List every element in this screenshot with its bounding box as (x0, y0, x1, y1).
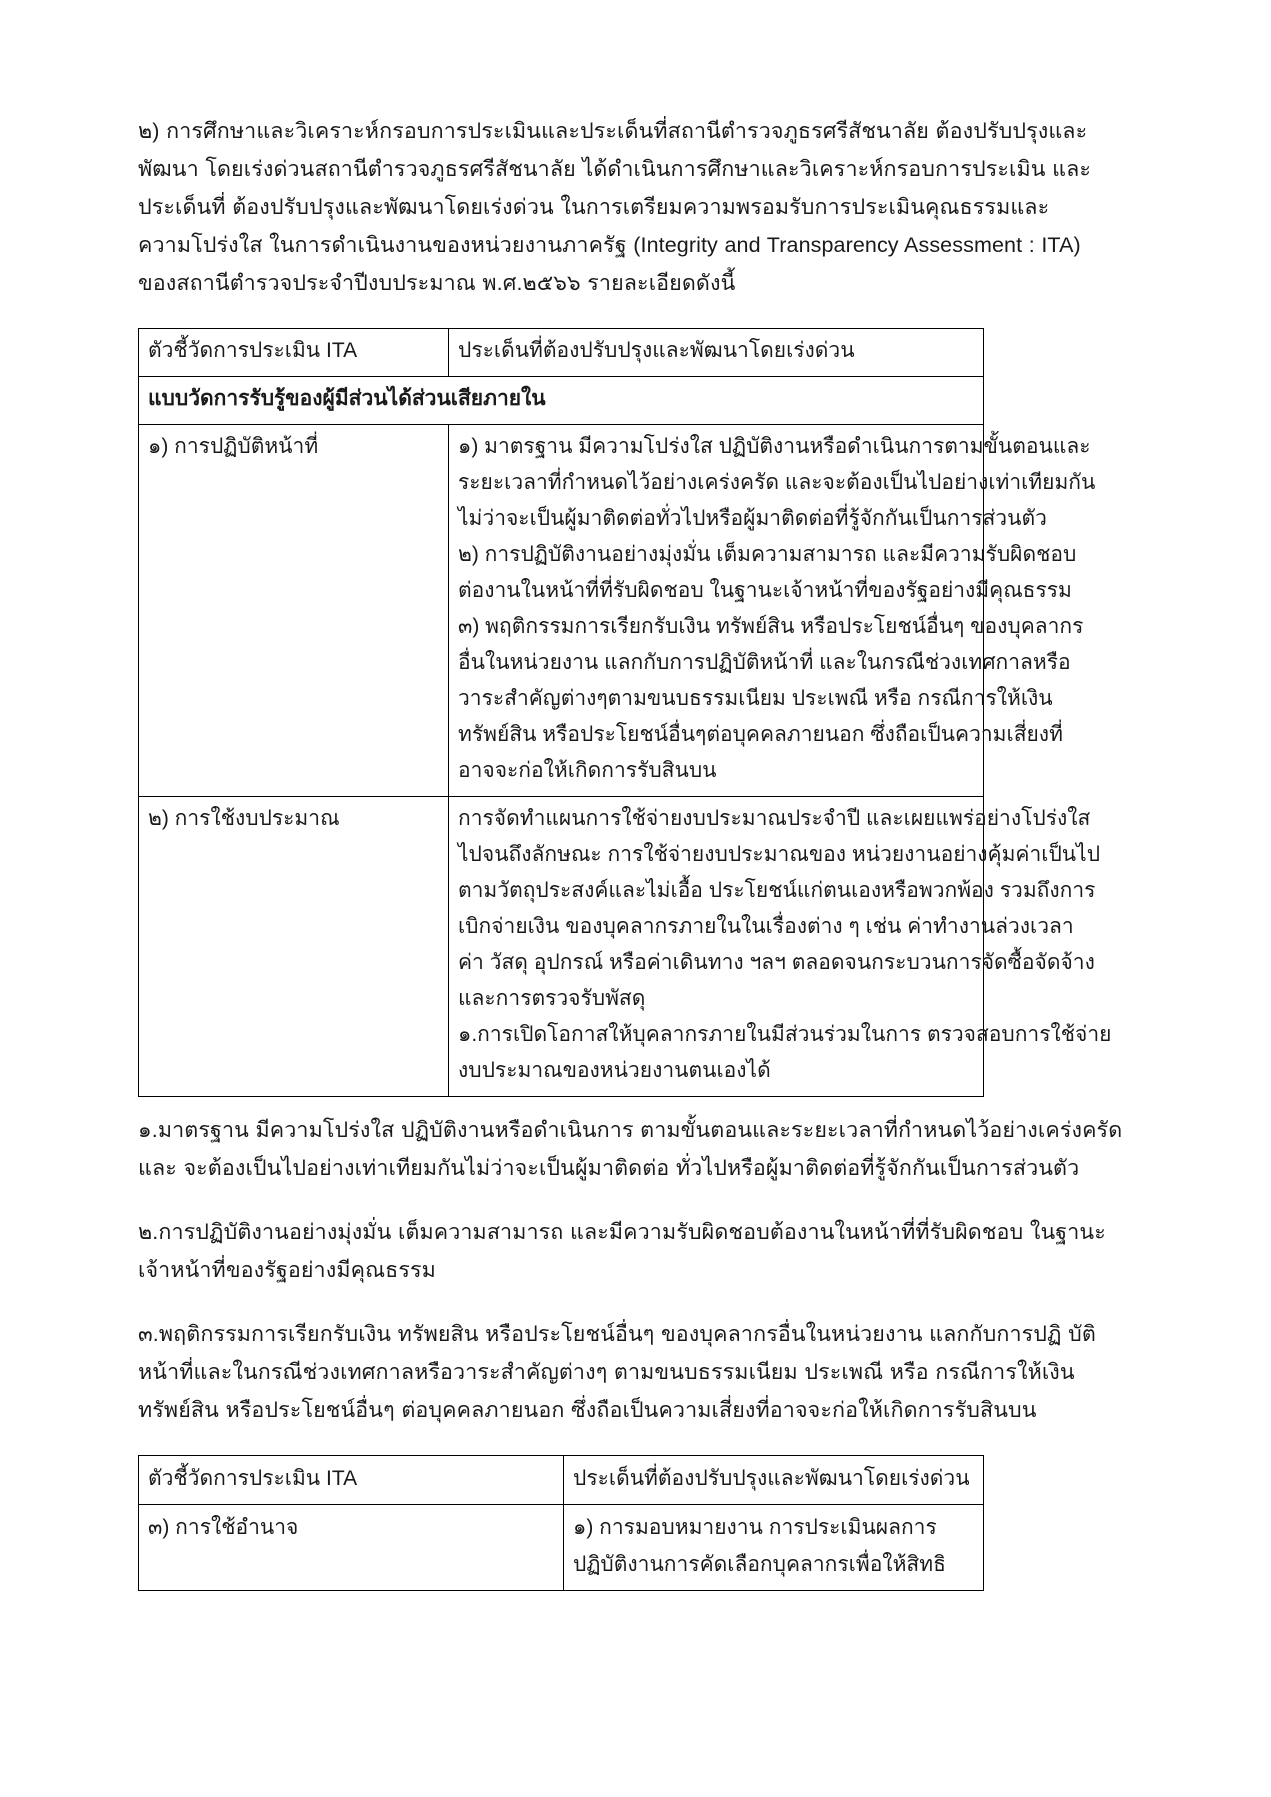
table1-header-indicator: ตัวชี้วัดการประเมิน ITA (139, 329, 449, 377)
table-row (139, 1505, 984, 1591)
issue-line: ตามวัตถุประสงค์และไม่เอื้อ ประโยชน์แก่ตนเองหรือพวกพ้อง รวมถึงการ (458, 879, 1096, 902)
table-row (139, 425, 984, 797)
table2-header-issue: ประเด็นที่ต้องปรับปรุงและพัฒนาโดยเร่งด่วน (564, 1456, 984, 1505)
middle-paragraph-2 (138, 1213, 1106, 1289)
table-row (139, 797, 984, 1097)
issue-line: ๒) การปฏิบัติงานอย่างมุ่งมั่น เต็มความสามารถ และมีความรับผิดชอบ (458, 543, 1077, 566)
paragraph-line: ๑.มาตรฐาน มีความโปร่งใส ปฏิบัติงานหรือดำเนินการ ตามขั้นตอนและระยะเวลาที่กำหนดไว้อย่างเคร่งครัด (138, 1118, 1123, 1142)
ita-indicator-table-1 (138, 328, 1112, 1097)
issue-line: ๑) การมอบหมายงาน การประเมินผลการ (573, 1516, 937, 1539)
issue-line: ไม่ว่าจะเป็นผู้มาติดต่อทั่วไปหรือผู้มาติดต่อที่รู้จักกันเป็นการส่วนตัว (458, 507, 1047, 530)
paragraph-line: ๒.การปฏิบัติงานอย่างมุ่งมั่น เต็มความสามารถ และมีความรับผิดชอบต้องานในหน้าที่ที่รับผิดชอบ ในฐานะ (138, 1220, 1106, 1244)
table1-section-label: แบบวัดการรับรู้ของผู้มีส่วนได้ส่วนเสียภายใน (139, 377, 984, 425)
table1-row1-issue (449, 797, 1112, 1097)
paragraph-line: ๓.พฤติกรรมการเรียกรับเงิน ทรัพยสิน หรือประโยชน์อื่นๆ ของบุคลากรอื่นในหน่วยงาน แลกกับการปฏิ บัติ (138, 1322, 1096, 1346)
spacer (138, 1429, 983, 1455)
intro-line: ของสถานีตำรวจประจำปีงบประมาณ พ.ศ.๒๕๖๖ รายละเอียดดังนี้ (138, 271, 736, 295)
issue-line: ๑.การเปิดโอกาสให้บุคลากรภายในมีส่วนร่วมในการ ตรวจสอบการใช้จ่าย (458, 1023, 1112, 1046)
paragraph-line: และ จะต้องเป็นไปอย่างเท่าเทียมกันไม่ว่าจะเป็นผู้มาติดต่อ ทั่วไปหรือผู้มาติดต่อที่รู้จักกันเป็นการส่วนตัว (138, 1156, 1080, 1180)
middle-paragraph-1 (138, 1111, 1123, 1187)
issue-line: อื่นในหน่วยงาน แลกกับการปฏิบัติหน้าที่ และในกรณีช่วงเทศกาลหรือ (458, 651, 1071, 674)
spacer (138, 1097, 983, 1111)
intro-line: พัฒนา โดยเร่งด่วนสถานีตำรวจภูธรศรีสัชนาลัย ได้ดำเนินการศึกษาและวิเคราะห์กรอบการประเมิน และ (138, 157, 1092, 181)
middle-paragraph-3 (138, 1315, 1096, 1429)
table1-header-issue: ประเด็นที่ต้องปรับปรุงและพัฒนาโดยเร่งด่วน (449, 329, 984, 377)
issue-line: วาระสำคัญต่างๆตามขนบธรรมเนียม ประเพณี หรือ กรณีการให้เงิน (458, 687, 1053, 710)
table-header-row (139, 1456, 984, 1505)
issue-line: การจัดทำแผนการใช้จ่ายงบประมาณประจำปี และเผยแพร่อย่างโปร่งใส (458, 807, 1091, 830)
issue-line: ค่า วัสดุ อุปกรณ์ หรือค่าเดินทาง ฯลฯ ตลอดจนกระบวนการจัดซื้อจัดจ้าง (458, 951, 1095, 974)
issue-line: งบประมาณของหน่วยงานตนเองได้ (458, 1059, 771, 1082)
issue-line: ระยะเวลาที่กำหนดไว้อย่างเคร่งครัด และจะต้องเป็นไปอย่างเท่าเทียมกัน (458, 471, 1096, 494)
issue-line: ต่องานในหน้าที่ที่รับผิดชอบ ในฐานะเจ้าหน้าที่ของรัฐอย่างมีคุณธรรม (458, 579, 1072, 602)
issue-line: และการตรวจรับพัสดุ (458, 987, 646, 1010)
issue-line: ไปจนถึงลักษณะ การใช้จ่ายงบประมาณของ หน่วยงานอย่างคุ้มค่าเป็นไป (458, 843, 1101, 866)
intro-line: ประเด็นที่ ต้องปรับปรุงและพัฒนาโดยเร่งด่วน ในการเตรียมความพรอมรับการประเมินคุณธรรมและ (138, 195, 1050, 219)
spacer (138, 1187, 983, 1213)
table2-row0-indicator: ๓) การใช้อำนาจ (139, 1505, 564, 1591)
table2-row0-issue (564, 1505, 984, 1591)
table1-row0-issue (449, 425, 1096, 797)
ita-indicator-table-2 (138, 1455, 984, 1591)
issue-line: อาจจะก่อให้เกิดการรับสินบน (458, 759, 717, 782)
paragraph-line: หน้าที่และในกรณีช่วงเทศกาลหรือวาระสำคัญต่างๆ ตามขนบธรรมเนียม ประเพณี หรือ กรณีการให้เงิน (138, 1360, 1075, 1384)
table2-header-indicator: ตัวชี้วัดการประเมิน ITA (139, 1456, 564, 1505)
table1-row0-indicator: ๑) การปฏิบัติหน้าที่ (139, 425, 449, 797)
intro-line: ๒) การศึกษาและวิเคราะห์กรอบการประเมินและประเด็นที่สถานีตำรวจภูธรศรีสัชนาลัย ต้องปรับปรุงและ (138, 119, 1088, 143)
issue-line: ๓) พฤติกรรมการเรียกรับเงิน ทรัพย์สิน หรือประโยชน์อื่นๆ ของบุคลากร (458, 615, 1084, 638)
table-section-row (139, 377, 984, 425)
paragraph-line: เจ้าหน้าที่ของรัฐอย่างมีคุณธรรม (138, 1258, 436, 1282)
table1-row1-indicator: ๒) การใช้งบประมาณ (139, 797, 449, 1097)
issue-line: ปฏิบัติงานการคัดเลือกบุคลากรเพื่อให้สิทธิ (573, 1553, 946, 1576)
issue-line: ๑) มาตรฐาน มีความโปร่งใส ปฏิบัติงานหรือดำเนินการตามขั้นตอนและ (458, 435, 1091, 458)
table-header-row (139, 329, 984, 377)
paragraph-line: ทรัพย์สิน หรือประโยชน์อื่นๆ ต่อบุคคลภายนอก ซึ่งถือเป็นความเสี่ยงที่อาจจะก่อให้เกิดการรับสินบน (138, 1398, 1037, 1422)
spacer (138, 302, 983, 328)
intro-paragraph (138, 112, 1092, 302)
spacer (138, 1289, 983, 1315)
issue-line: เบิกจ่ายเงิน ของบุคลากรภายในในเรื่องต่าง ๆ เช่น ค่าทำงานล่วงเวลา (458, 915, 1074, 938)
issue-line: ทรัพย์สิน หรือประโยชน์อื่นๆต่อบุคคลภายนอก ซึ่งถือเป็นความเสี่ยงที่ (458, 723, 1063, 746)
intro-line: ความโปร่งใส ในการดำเนินงานของหน่วยงานภาครัฐ (Integrity and Transparency Assessment : ITA) (138, 233, 1081, 257)
document-content (138, 112, 1123, 1591)
